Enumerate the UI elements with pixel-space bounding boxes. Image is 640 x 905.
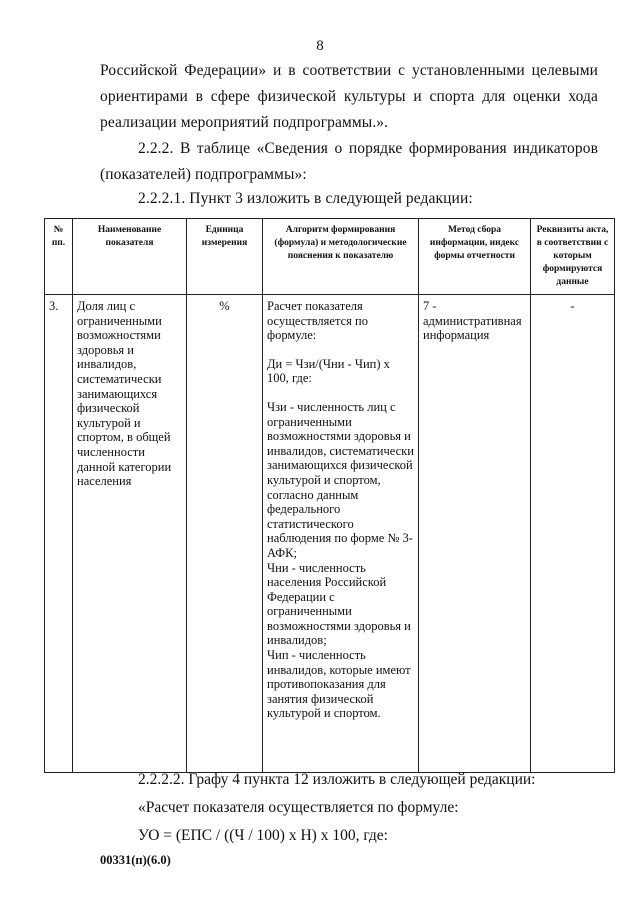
table-row (45, 295, 615, 773)
page-number: 8 (316, 38, 324, 54)
paragraph-2-2-2-1: 2.2.2.1. Пункт 3 изложить в следующей редакции: (138, 190, 473, 207)
header-num: № пп. (45, 219, 73, 295)
formula-uo: УО = (ЕПС / ((Ч / 100) х Н) х 100, где: (138, 827, 388, 844)
header-method: Метод сбора информации, индекс формы отчетности (419, 219, 531, 295)
paragraph-continuation: Российской Федерации» и в соответствии с установленными целевыми ориентирами в сфере физической культуры и спорта для оценки хода реализации мероприятий подпрограммы.». (100, 62, 598, 131)
document-code: 00331(п)(6.0) (100, 853, 171, 867)
cell-unit: % (187, 295, 263, 773)
paragraph-2-2-2-2: 2.2.2.2. Графу 4 пункта 12 изложить в следующей редакции: (138, 771, 536, 788)
cell-algorithm (263, 295, 419, 773)
cell-num: 3. (45, 295, 73, 773)
cell-indicator-name: Доля лиц с ограниченными возможностями здоровья и инвалидов, систематически занимающихся физической культурой и спортом, в общей численности данной категории населения (73, 295, 187, 773)
algorithm-def-chni: Чни - численность населения Российской Федерации с ограниченными возможностями здоровья и инвалидов; (267, 560, 411, 648)
algorithm-intro: Расчет показателя осуществляется по формуле: (267, 299, 368, 343)
header-indicator-name: Наименование показателя (73, 219, 187, 295)
table-header-row (45, 219, 615, 295)
algorithm-def-chip: Чип - численность инвалидов, которые имеют противопоказания для занятия физической культурой и спортом. (267, 648, 411, 721)
header-unit: Единица измерения (187, 219, 263, 295)
indicators-table (44, 218, 615, 773)
formula-intro: «Расчет показателя осуществляется по формуле: (138, 799, 459, 816)
paragraph-2-2-2: 2.2.2. В таблице «Сведения о порядке формирования индикаторов (показателей) подпрограммы»: (100, 140, 598, 183)
algorithm-def-chzi: Чзи - численность лиц с ограниченными возможностями здоровья и инвалидов, систематически занимающихся физической культурой и спортом, согласно данным федерального статистического наблюдения по форме № 3-АФК; (267, 399, 414, 560)
cell-method: 7 - административная информация (419, 295, 531, 773)
header-requisites: Реквизиты акта, в соответствии с которым формируются данные (531, 219, 615, 295)
header-algorithm: Алгоритм формирования (формула) и методологические пояснения к показателю (263, 219, 419, 295)
algorithm-formula: Ди = Чзи/(Чни - Чип) х 100, где: (267, 356, 390, 386)
cell-requisites: - (531, 295, 615, 773)
